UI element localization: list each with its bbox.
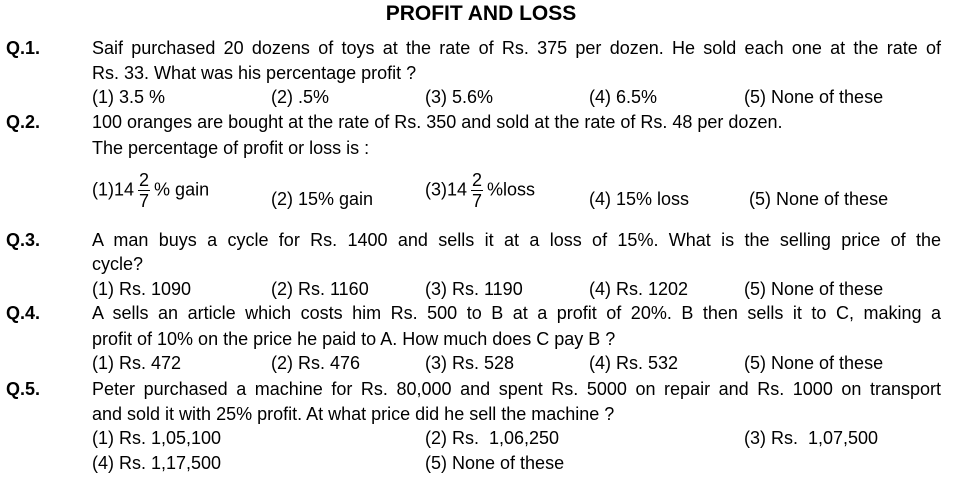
question-number-4: Q.4. [6,303,41,323]
question-1-text-line-2: Rs. 33. What was his percentage profit ? [92,63,417,83]
option-1-suffix: % gain [154,179,210,200]
question-3-option-2: (2) Rs. 1160 [271,279,369,299]
question-4-option-2: (2) Rs. 476 [271,353,361,373]
question-2-option-1 [92,170,209,211]
page-title: PROFIT AND LOSS [385,2,577,25]
question-3-option-1: (1) Rs. 1090 [92,279,192,299]
question-3-option-5: (5) None of these [744,279,884,299]
fraction-two-sevenths [471,170,483,211]
question-2-option-4: (4) 15% loss [589,189,690,209]
question-5-text-line-1: Peter purchased a machine for Rs. 80,000 and spent Rs. 5000 on repair and Rs. 1000 on transport [92,379,941,399]
question-5-option-5: (5) None of these [425,453,565,473]
question-5-text-line-2: and sold it with 25% profit. At what price did he sell the machine ? [92,404,615,424]
question-4-option-1: (1) Rs. 472 [92,353,182,373]
question-number-2: Q.2. [6,112,41,132]
question-4-text-line-1: A sells an article which costs him Rs. 500 to B at a profit of 20%. B then sells it to C, making a [92,303,941,323]
question-1-option-5: (5) None of these [744,87,884,107]
fraction-numerator: 2 [472,170,483,190]
question-5-option-4: (4) Rs. 1,17,500 [92,453,222,473]
question-4-option-4: (4) Rs. 532 [589,353,679,373]
question-3-text-line-2: cycle? [92,254,144,274]
question-1-option-3: (3) 5.6% [425,87,494,107]
question-3-option-3: (3) Rs. 1190 [425,279,523,299]
question-3-text-line-1: A man buys a cycle for Rs. 1400 and sells it at a loss of 15%. What is the selling price of the [92,230,941,250]
question-3-option-4: (4) Rs. 1202 [589,279,689,299]
question-1-text-line-1: Saif purchased 20 dozens of toys at the rate of Rs. 375 per dozen. He sold each one at the rate of [92,38,941,58]
question-number-5: Q.5. [6,379,41,399]
question-2-option-3 [425,170,535,211]
fraction-two-sevenths [138,170,150,211]
option-1-whole: (1)14 [92,179,135,200]
question-2-option-5: (5) None of these [749,189,889,209]
question-1-option-1: (1) 3.5 % [92,87,166,107]
question-5-option-3: (3) Rs. 1,07,500 [744,428,879,448]
question-1-option-4: (4) 6.5% [589,87,658,107]
question-2-text-line-2: The percentage of profit or loss is : [92,138,370,158]
question-5-option-2: (2) Rs. 1,06,250 [425,428,560,448]
question-2-option-2: (2) 15% gain [271,189,374,209]
fraction-denominator: 7 [139,191,150,211]
question-number-1: Q.1. [6,38,41,58]
question-number-3: Q.3. [6,230,41,250]
option-3-suffix: %loss [487,179,536,200]
fraction-numerator: 2 [139,170,150,190]
question-1-option-2: (2) .5% [271,87,330,107]
question-4-option-3: (3) Rs. 528 [425,353,515,373]
question-5-option-1: (1) Rs. 1,05,100 [92,428,222,448]
question-4-option-5: (5) None of these [744,353,884,373]
question-4-text-line-2: profit of 10% on the price he paid to A. How much does C pay B ? [92,329,616,349]
question-2-text-line-1: 100 oranges are bought at the rate of Rs. 350 and sold at the rate of Rs. 48 per dozen. [92,112,783,132]
option-3-whole: (3)14 [425,179,468,200]
fraction-denominator: 7 [472,191,483,211]
